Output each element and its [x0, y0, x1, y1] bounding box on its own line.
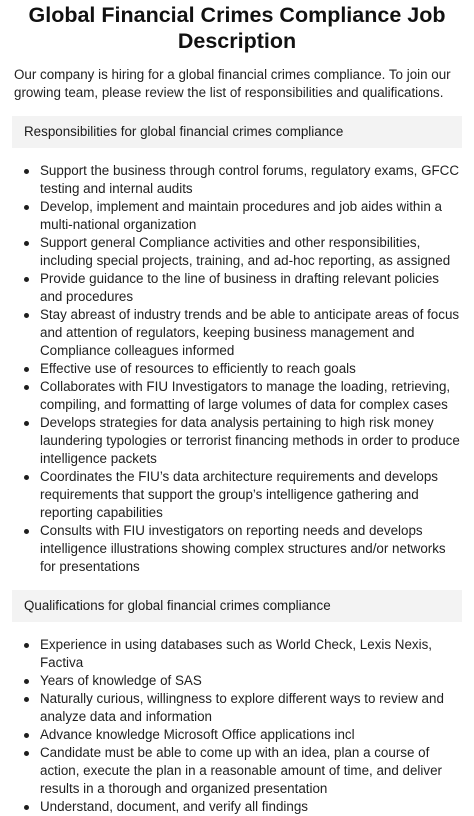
qualifications-list: [12, 636, 462, 816]
responsibility-item: Consults with FIU investigators on reporting needs and develops intelligence illustrations showing complex structures and/or networks for presentations: [12, 522, 462, 576]
qualifications-header: Qualifications for global financial crimes compliance: [12, 590, 462, 622]
responsibility-item: Effective use of resources to efficiently to reach goals: [12, 360, 462, 378]
responsibility-item: Develops strategies for data analysis pertaining to high risk money laundering typologies or terrorist financing methods in order to produce intelligence packets: [12, 414, 462, 468]
page-title: Global Financial Crimes Compliance Job Description: [28, 3, 446, 53]
qualification-item: Candidate must be able to come up with an idea, plan a course of action, execute the plan in a reasonable amount of time, and deliver results in a thorough and organized presentation: [12, 744, 462, 798]
responsibility-item: Support general Compliance activities and other responsibilities, including special projects, training, and ad-hoc reporting, as assigned: [12, 234, 462, 270]
responsibility-item: Collaborates with FIU Investigators to manage the loading, retrieving, compiling, and formatting of large volumes of data for complex cases: [12, 378, 462, 414]
qualification-item: Experience in using databases such as World Check, Lexis Nexis, Factiva: [12, 636, 462, 672]
responsibility-item: Provide guidance to the line of business in drafting relevant policies and procedures: [12, 270, 462, 306]
qualification-item: Understand, document, and verify all findings: [12, 798, 462, 816]
responsibilities-list: [12, 162, 462, 576]
qualification-item: Advance knowledge Microsoft Office applications incl: [12, 726, 462, 744]
responsibility-item: Support the business through control forums, regulatory exams, GFCC testing and internal audits: [12, 162, 462, 198]
qualification-item: Naturally curious, willingness to explore different ways to review and analyze data and information: [12, 690, 462, 726]
responsibility-item: Develop, implement and maintain procedures and job aides within a multi-national organization: [12, 198, 462, 234]
responsibility-item: Coordinates the FIU’s data architecture requirements and develops requirements that support the group’s intelligence gathering and reporting capabilities: [12, 468, 462, 522]
responsibility-item: Stay abreast of industry trends and be able to anticipate areas of focus and attention of regulators, keeping business management and Compliance colleagues informed: [12, 306, 462, 360]
intro-paragraph: Our company is hiring for a global financial crimes compliance. To join our growing team, please review the list of responsibilities and qualifications.: [14, 67, 451, 100]
responsibilities-header: Responsibilities for global financial crimes compliance: [12, 116, 462, 148]
qualification-item: Years of knowledge of SAS: [12, 672, 462, 690]
